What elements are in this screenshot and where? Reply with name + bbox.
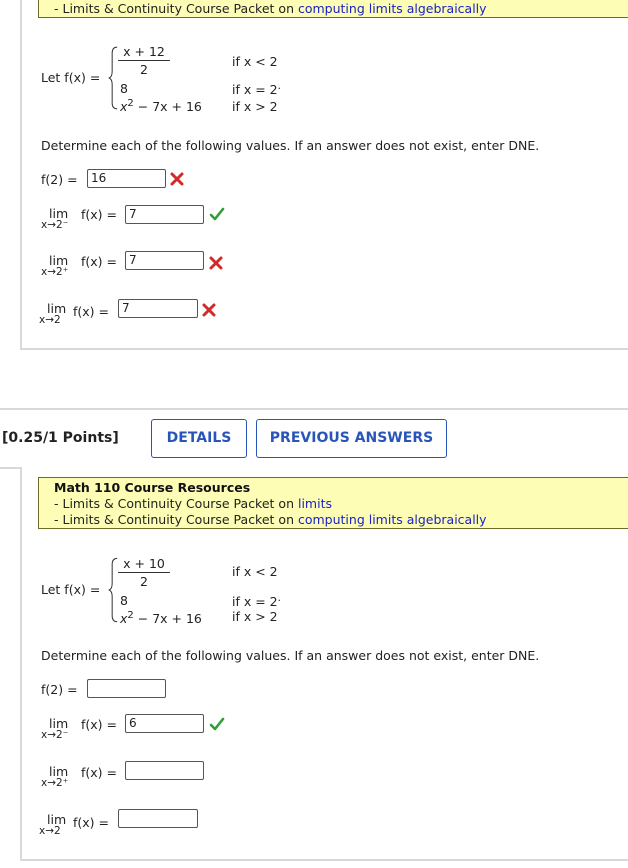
- piece1-numerator: x + 10: [118, 556, 170, 573]
- lim-text: lim: [47, 301, 67, 316]
- f2-answer-input[interactable]: 16: [87, 169, 166, 188]
- let-f-label: Let f(x) =: [41, 70, 101, 85]
- lim-subscript: x→2: [39, 825, 61, 837]
- resource-link-computing-limits[interactable]: computing limits algebraically: [297, 512, 487, 527]
- left-limit-answer-input[interactable]: 6: [125, 714, 204, 733]
- two-sided-limit-fx: f(x) =: [73, 304, 109, 319]
- previous-answers-button[interactable]: PREVIOUS ANSWERS: [256, 419, 447, 458]
- right-limit-label: [41, 253, 69, 278]
- resources-heading: Math 110 Course Resources: [54, 480, 251, 495]
- piece1-condition: if x < 2: [232, 564, 278, 579]
- lim-subscript: x→2: [39, 314, 61, 326]
- let-f-label: Let f(x) =: [41, 582, 101, 597]
- left-limit-label: [41, 206, 69, 231]
- right-limit-fx: f(x) =: [81, 254, 117, 269]
- piece2-condition: [232, 592, 281, 609]
- resource-link-limits[interactable]: limits: [297, 496, 332, 511]
- lim-text: lim: [49, 716, 69, 731]
- correct-check-icon: [209, 206, 225, 222]
- lim-subscript: x→2⁺: [41, 777, 69, 789]
- two-sided-limit-label: [39, 301, 67, 326]
- f2-answer-input[interactable]: [87, 679, 166, 698]
- resource-link-computing-limits[interactable]: computing limits algebraically: [297, 1, 487, 16]
- piece2-condition: [232, 80, 281, 97]
- right-limit-fx: f(x) =: [81, 765, 117, 780]
- piece1-fraction: [118, 44, 170, 77]
- piece2-expr: 8: [120, 81, 128, 96]
- instruction-text: Determine each of the following values. If an answer does not exist, enter DNE.: [41, 648, 540, 663]
- lim-subscript: x→2⁻: [41, 219, 69, 231]
- piecewise-brace: [108, 551, 118, 629]
- piece2-condition-text: if x = 2: [232, 82, 278, 98]
- piece3-expr: [120, 98, 202, 114]
- left-limit-fx: f(x) =: [81, 207, 117, 222]
- piece3-condition: if x > 2: [232, 609, 278, 624]
- left-limit-answer-input[interactable]: 7: [125, 205, 204, 224]
- incorrect-x-icon: [169, 171, 185, 187]
- piece2-condition-text: if x = 2: [232, 594, 278, 610]
- right-limit-answer-input[interactable]: 7: [125, 251, 204, 270]
- lim-subscript: x→2⁺: [41, 266, 69, 278]
- question-header-top-rule: [0, 408, 628, 410]
- right-limit-label: [41, 764, 69, 789]
- lim-text: lim: [49, 253, 69, 268]
- resource-line-prefix: - Limits & Continuity Course Packet on: [54, 1, 298, 16]
- f2-label: f(2) =: [41, 682, 78, 697]
- lim-text: lim: [49, 764, 69, 779]
- instruction-text: Determine each of the following values. If an answer does not exist, enter DNE.: [41, 138, 540, 153]
- piece1-fraction: [118, 556, 170, 589]
- lim-subscript: x→2⁻: [41, 729, 69, 741]
- details-button[interactable]: DETAILS: [151, 419, 247, 458]
- two-sided-limit-label: [39, 812, 67, 837]
- piece-period: .: [277, 592, 281, 604]
- incorrect-x-icon: [208, 255, 224, 271]
- course-resources-box-previous: [38, 0, 628, 18]
- two-sided-limit-fx: f(x) =: [73, 815, 109, 830]
- question-points: [0.25/1 Points]: [2, 430, 119, 446]
- resource-line-prefix: - Limits & Continuity Course Packet on: [54, 496, 298, 511]
- piece3-exponent: 2: [127, 610, 134, 621]
- piece1-denominator: 2: [140, 62, 148, 77]
- two-sided-limit-answer-input[interactable]: [118, 809, 198, 828]
- left-limit-fx: f(x) =: [81, 717, 117, 732]
- piece-period: .: [277, 80, 281, 92]
- piece3-x: x: [120, 99, 128, 115]
- piece3-rest: − 7x + 16: [133, 99, 202, 115]
- piece2-expr: 8: [120, 593, 128, 608]
- piece3-rest: − 7x + 16: [133, 611, 202, 627]
- piecewise-brace: [108, 40, 118, 116]
- course-resources-box: [38, 477, 628, 529]
- piece1-condition: if x < 2: [232, 54, 278, 69]
- left-limit-label: [41, 716, 69, 741]
- piece3-exponent: 2: [127, 98, 134, 109]
- resource-line-prefix: - Limits & Continuity Course Packet on: [54, 512, 298, 527]
- two-sided-limit-answer-input[interactable]: 7: [118, 299, 198, 318]
- right-limit-answer-input[interactable]: [125, 761, 204, 780]
- piece3-condition: if x > 2: [232, 99, 278, 114]
- piece3-x: x: [120, 611, 128, 627]
- piece1-numerator: x + 12: [118, 44, 170, 61]
- f2-label: f(2) =: [41, 172, 78, 187]
- piece1-denominator: 2: [140, 574, 148, 589]
- lim-text: lim: [49, 206, 69, 221]
- correct-check-icon: [209, 716, 225, 732]
- lim-text: lim: [47, 812, 67, 827]
- resource-line-1: [54, 496, 628, 512]
- incorrect-x-icon: [201, 302, 217, 318]
- piece3-expr: [120, 610, 202, 626]
- resource-line-2: [54, 512, 628, 528]
